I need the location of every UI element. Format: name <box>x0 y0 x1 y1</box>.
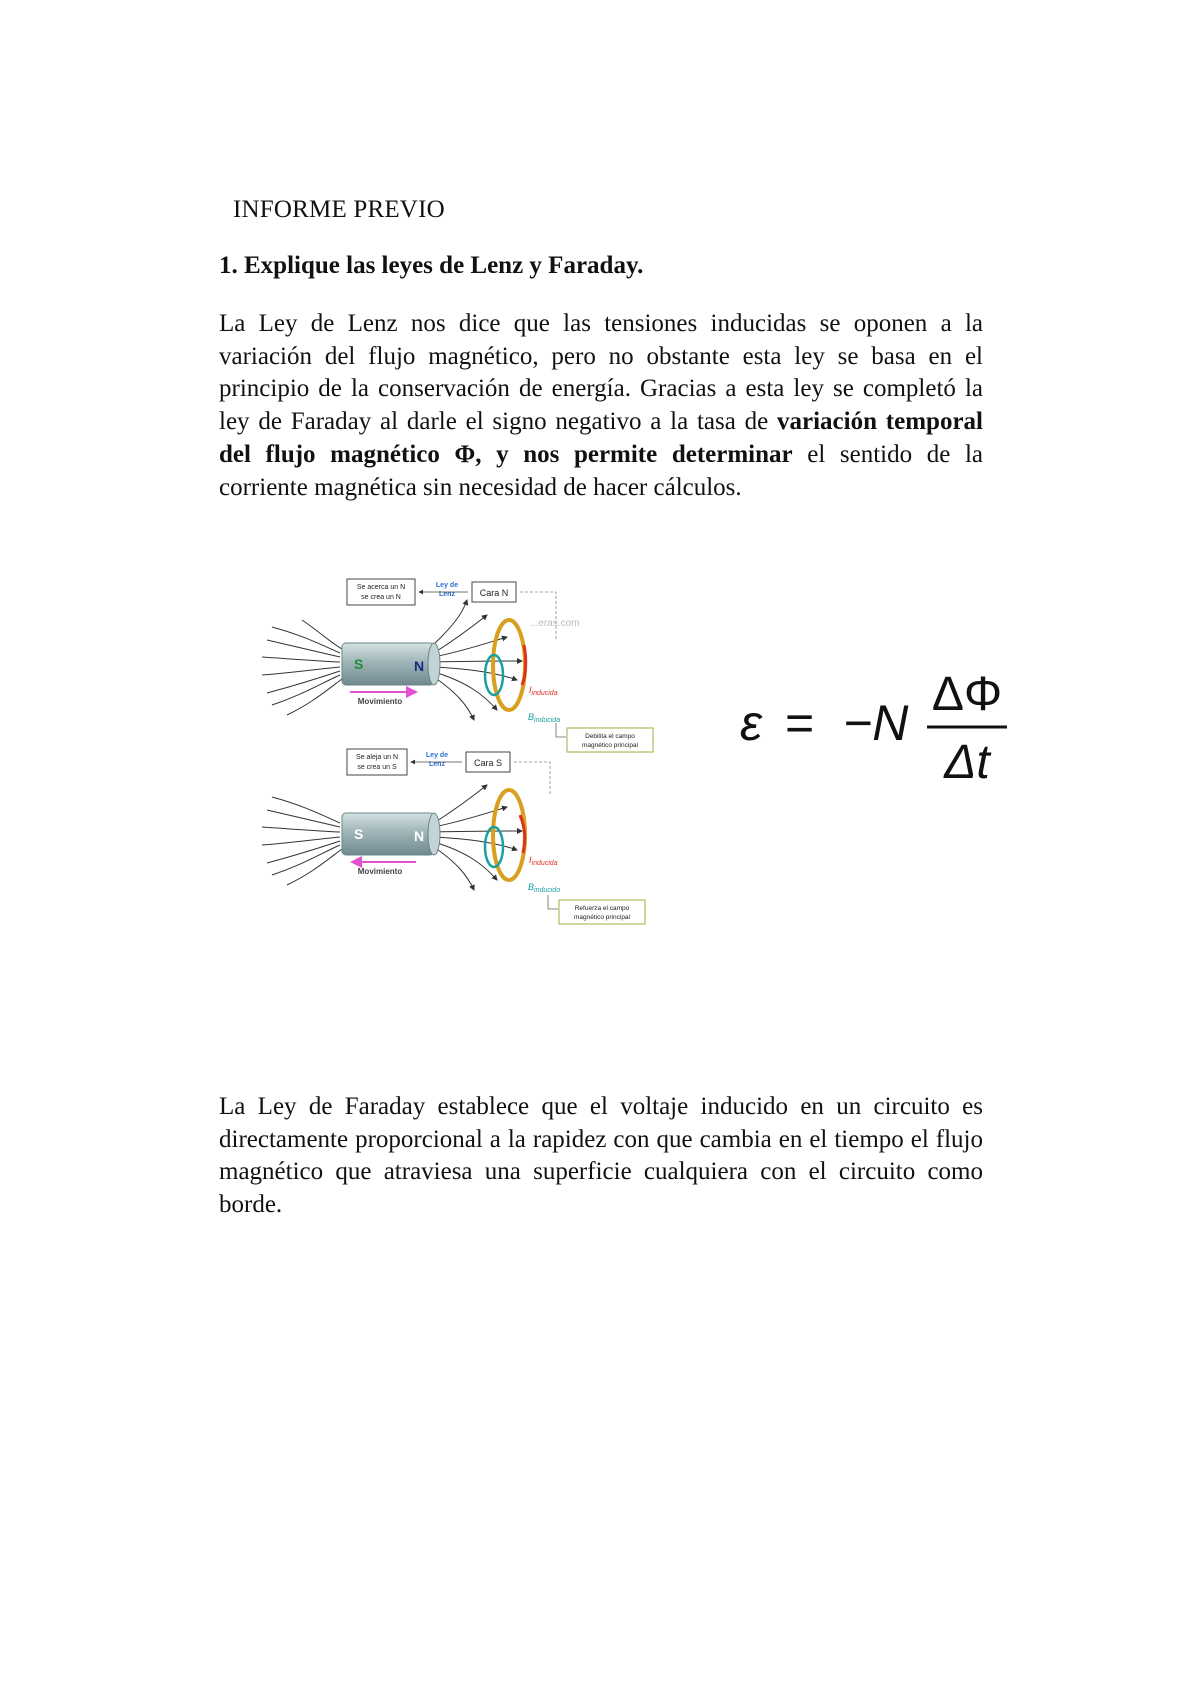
bottom-note-line2: se crea un S <box>357 764 397 771</box>
top-law-line1: Ley de <box>435 582 459 589</box>
top-pole-n: N <box>414 658 425 674</box>
top-panel <box>262 579 653 752</box>
document-heading: INFORME PREVIO <box>233 196 445 223</box>
top-note-box <box>347 579 415 605</box>
top-law-line2: Lenz <box>439 591 455 598</box>
top-field-label: $B_{inducida}$ <box>528 712 561 724</box>
top-current-label: $I_{inducida}$ <box>529 685 558 697</box>
lenz-law-figure <box>262 565 682 940</box>
top-movement-label: Movimiento <box>357 697 403 706</box>
formula-equals: = <box>785 695 815 751</box>
bottom-pole-n: N <box>414 828 425 844</box>
formula-minus-n: −N <box>843 695 909 751</box>
top-watermark: ...eras.com <box>530 618 580 629</box>
top-effect-line2: magnético principal <box>581 742 639 749</box>
formula-denominator: Δt <box>944 736 990 789</box>
lenz-paragraph-text-end: el sentido de la corriente magnética sin necesidad de hacer cálculos. <box>219 440 983 501</box>
bottom-law-line1: Ley de <box>425 752 449 759</box>
bottom-face-label: Cara S <box>473 758 503 768</box>
bottom-panel <box>262 749 645 924</box>
lenz-paragraph <box>219 308 983 504</box>
top-pole-s: S <box>354 656 364 672</box>
faraday-formula <box>735 650 1065 790</box>
top-effect-line1: Debilita el campo <box>585 733 635 740</box>
bottom-effect-line2: magnético principal <box>573 914 631 921</box>
bottom-current-label: $I_{inducida}$ <box>529 855 558 867</box>
bottom-law-line2: Lenz <box>429 761 445 768</box>
formula-numerator: ΔΦ <box>931 668 1003 721</box>
formula-epsilon: ε <box>740 695 762 751</box>
top-coil <box>493 620 525 710</box>
bottom-pole-s: S <box>354 826 364 842</box>
bottom-effect-line1: Refuerza el campo <box>574 905 630 912</box>
lenz-paragraph-text: La Ley de Lenz nos dice que las tensiones inducidas se oponen a la variación del flujo magnético, pero no obstante esta ley se basa en el principio de la conservación de energía. Gracias a esta ley se completó la ley de Faraday al darle el signo negativo a la tasa de <box>219 310 983 436</box>
top-note-line2: se crea un N <box>361 594 401 601</box>
top-face-label: Cara N <box>479 588 509 598</box>
bottom-note-line1: Se aleja un N <box>355 754 399 761</box>
question-title: 1. Explique las leyes de Lenz y Faraday. <box>219 252 644 279</box>
bottom-movement-label: Movimiento <box>357 867 403 876</box>
lenz-paragraph-bold-text: variación temporal del flujo magnético Φ, y nos permite determinar <box>219 408 983 468</box>
top-note-line1: Se acerca un N <box>356 584 406 591</box>
faraday-paragraph: La Ley de Faraday establece que el voltaje inducido en un circuito es directamente proporcional a la rapidez con que cambia en el tiempo el flujo magnético que atraviesa una superficie cualquiera con el circuito como borde. <box>219 1093 983 1219</box>
bottom-field-label: $B_{inducido}$ <box>528 882 561 894</box>
bottom-note-box <box>347 749 407 775</box>
